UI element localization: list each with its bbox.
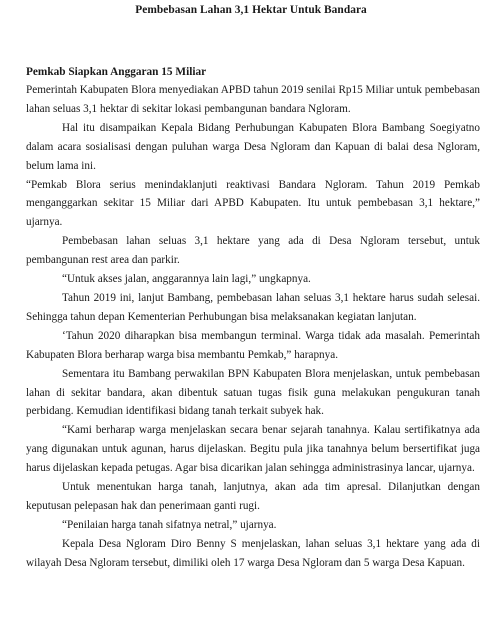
paragraph: Kepala Desa Ngloram Diro Benny S menjelaskan, lahan seluas 3,1 hektare yang ada di wilayah Desa Ngloram tersebut, dimiliki oleh 17 warga Desa Ngloram dan 5 warga Desa Kapuan. — [26, 537, 480, 569]
paragraph: Untuk menentukan harga tanah, lanjutnya, akan ada tim apresal. Dilanjutkan dengan keputusan pelepasan hak dan penerimaan ganti rugi. — [26, 481, 480, 512]
paragraph: Pemerintah Kabupaten Blora menyediakan APBD tahun 2019 senilai Rp15 Miliar untuk pembebasan lahan seluas 3,1 hektar di sekitar lokasi pembangunan bandara Ngloram. — [26, 84, 480, 115]
paragraph: ‘Tahun 2020 diharapkan bisa membangun terminal. Warga tidak ada masalah. Pemerintah Kabupaten Blora berharap warga bisa membantu Pemkab,” harapnya. — [26, 329, 480, 361]
paragraph: Hal itu disampaikan Kepala Bidang Perhubungan Kabupaten Blora Bambang Soegiyatno dalam acara sosialisasi dengan puluhan warga Desa Ngloram dan Kapuan di balai desa Ngloram, belum lama ini. — [26, 121, 480, 172]
article-body — [26, 81, 480, 573]
paragraph: “Untuk akses jalan, anggarannya lain lagi,” ungkapnya. — [62, 273, 311, 286]
article-subheading: Pemkab Siapkan Anggaran 15 Miliar — [26, 66, 207, 78]
document-title: Pembebasan Lahan 3,1 Hektar Untuk Bandara — [135, 4, 367, 16]
paragraph: “Penilaian harga tanah sifatnya netral,” ujarnya. — [62, 518, 277, 531]
paragraph: “Pemkab Blora serius menindaklanjuti reaktivasi Bandara Ngloram. Tahun 2019 Pemkab menganggarkan sekitar 15 Miliar dari APBD Kabupaten. Itu untuk pembebasan 3,1 hektare,” ujarnya. — [26, 178, 480, 229]
paragraph: Pembebasan lahan seluas 3,1 hektare yang ada di Desa Ngloram tersebut, untuk pembangunan rest area dan parkir. — [26, 235, 480, 267]
paragraph: “Kami berharap warga menjelaskan secara benar sejarah tanahnya. Kalau sertifikatnya ada yang digunakan untuk agunan, harus dijelaskan. Begitu pula jika tanahnya belum bersertifikat juga harus dijelaskan kepada petugas. Agar bisa dicarikan jalan sehingga administrasinya lancar, ujarnya. — [26, 424, 480, 475]
paragraph: Sementara itu Bambang perwakilan BPN Kabupaten Blora menjelaskan, untuk pembebasan lahan di sekitar bandara, akan dibentuk satuan tugas fisik guna melakukan pengukuran tanah perbidang. Kemudian identifikasi bidang tanah terkait subyek hak. — [26, 367, 480, 418]
paragraph: Tahun 2019 ini, lanjut Bambang, pembebasan lahan seluas 3,1 hektare harus sudah selesai. Sehingga tahun depan Kementerian Perhubungan bisa melaksanakan kegiatan lanjutan. — [26, 291, 480, 323]
